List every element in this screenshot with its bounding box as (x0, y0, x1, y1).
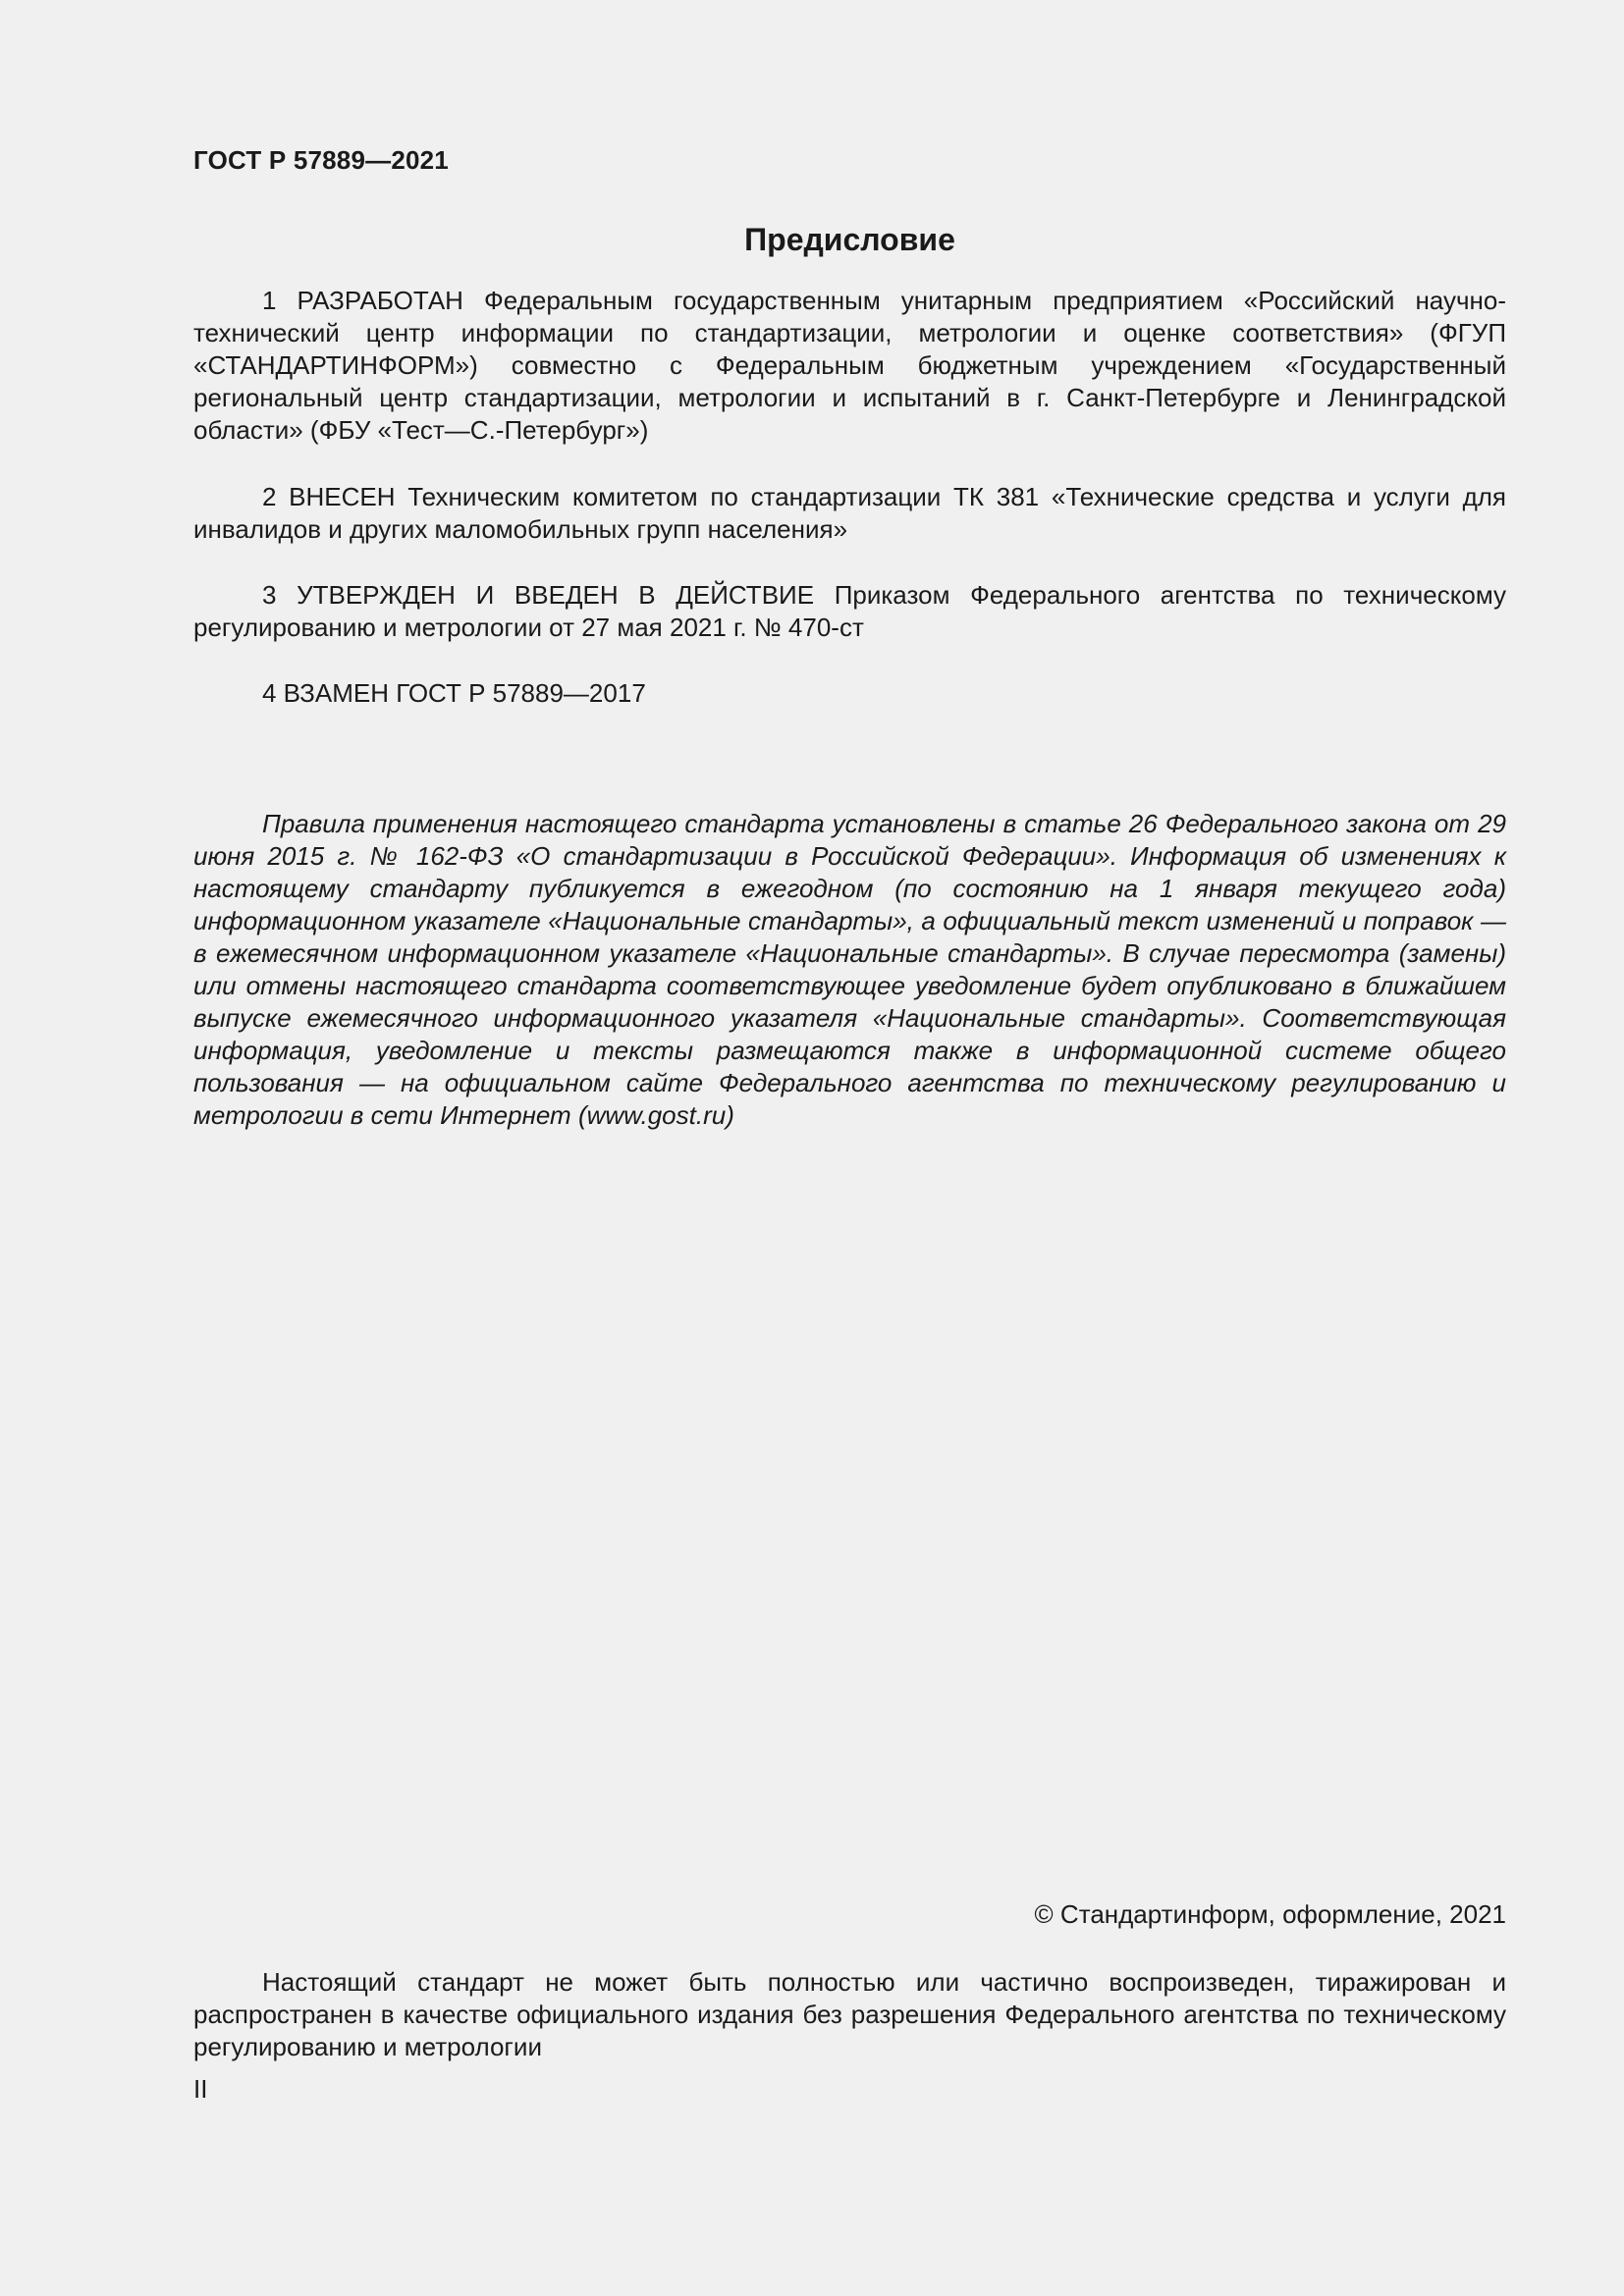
page-title: Предисловие (744, 222, 955, 257)
foreword-item-3: 3 УТВЕРЖДЕН И ВВЕДЕН В ДЕЙСТВИЕ Приказом Федерального агентства по техническому регулированию и метрологии от 27 мая 2021 г. № 470-ст (193, 580, 1506, 642)
page-number: II (193, 2074, 208, 2104)
copyright-line: © Стандартинформ, оформление, 2021 (1034, 1899, 1506, 1929)
foreword-item-4: 4 ВЗАМЕН ГОСТ Р 57889—2017 (262, 678, 646, 708)
application-notice: Правила применения настоящего стандарта установлены в статье 26 Федерального закона от 29 июня 2015 г. № 162-ФЗ «О стандартизации в Российской Федерации». Информация об изменениях к настоящему стандарту публикуется в ежегодном (по состоянию на 1 января текущего года) информационном указателе «Национальные стандарты», а официальный текст изменений и поправок — в ежемесячном информационном указателе «Национальные стандарты». В случае пересмотра (замены) или отмены настоящего стандарта соответствующее уведомление будет опубликовано в ближайшем выпуске ежемесячного информационного указателя «Национальные стандарты». Соответствующая информация, уведомление и тексты размещаются также в информационной системе общего пользования — на официальном сайте Федерального агентства по техническому регулированию и метрологии в сети Интернет (www.gost.ru) (193, 809, 1506, 1130)
rights-notice: Настоящий стандарт не может быть полностью или частично воспроизведен, тиражирован и распространен в качестве официального издания без разрешения Федерального агентства по техническому регулированию и метрологии (193, 1967, 1506, 2061)
document-code: ГОСТ Р 57889—2021 (193, 145, 449, 175)
document-page (193, 0, 1506, 2296)
foreword-item-2: 2 ВНЕСЕН Техническим комитетом по стандартизации ТК 381 «Технические средства и услуги для инвалидов и других маломобильных групп населения» (193, 482, 1506, 544)
foreword-item-1: 1 РАЗРАБОТАН Федеральным государственным унитарным предприятием «Российский научно-технический центр информации по стандартизации, метрологии и оценке соответствия» (ФГУП «СТАНДАРТИНФОРМ») совместно с Федеральным бюджетным учреждением «Государственный региональный центр стандартизации, метрологии и испытаний в г. Санкт-Петербурге и Ленинградской области» (ФБУ «Тест—С.-Петербург») (193, 286, 1506, 445)
